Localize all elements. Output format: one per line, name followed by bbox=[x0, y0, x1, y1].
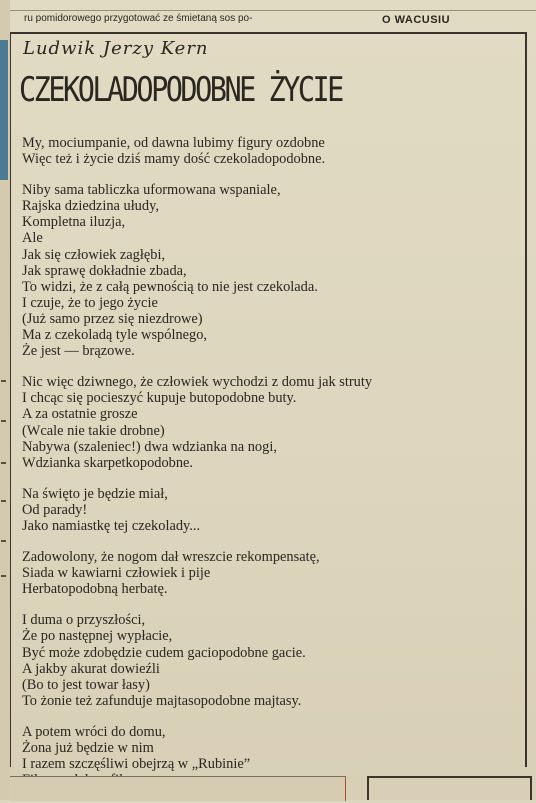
poem-line: Jak się człowiek zagłębi, bbox=[22, 246, 166, 263]
poem-stanza bbox=[22, 135, 522, 167]
poem-line: I razem szczęśliwi obejrzą w „Rubinie” bbox=[22, 756, 251, 773]
recipe-box bbox=[10, 776, 346, 801]
poem-line: (Już samo przez się niezdrowe) bbox=[22, 310, 203, 327]
poem-line: Jak sprawę dokładnie zbada, bbox=[22, 262, 187, 279]
poem-line: To widzi, że z całą pewnością to nie jest czekolada. bbox=[22, 278, 318, 295]
poem-line: Więc też i życie dziś mamy dość czekoladopodobne. bbox=[22, 151, 326, 168]
poem-line: Być może zdobędzie cudem gaciopodobne gacie. bbox=[22, 644, 306, 661]
poem-line: I czuje, że to jego życie bbox=[22, 294, 158, 311]
poem-line: Kompletna iluzja, bbox=[22, 214, 126, 231]
poem-line: Rajska dziedzina ułudy, bbox=[22, 198, 159, 215]
poem-stanza bbox=[22, 549, 522, 597]
poem-line: Żona już będzie w nim bbox=[22, 740, 154, 756]
poem-line: I duma o przyszłości, bbox=[22, 612, 146, 629]
poem-line: A potem wróci do domu, bbox=[22, 723, 166, 740]
bottom-strip bbox=[0, 768, 536, 800]
poem-stanza bbox=[22, 374, 522, 471]
poem-line: Jako namiastkę tej czekolady... bbox=[22, 517, 201, 534]
poem-line: Że jest — brązowe. bbox=[22, 343, 135, 360]
poem-line: Zadowolony, że nogom dał wreszcie rekompensatę, bbox=[22, 549, 320, 566]
poem-line: (Bo to jest towar łasy) bbox=[22, 676, 150, 693]
recipe-text: ru pomidorowego przygotować ze śmietaną sos po- bbox=[24, 13, 253, 24]
poem-line: A jakby akurat dowieźli bbox=[22, 660, 160, 677]
next-article-heading: O WACUSIU bbox=[382, 14, 451, 26]
poem-stanza bbox=[22, 486, 522, 534]
author-name: Ludwik Jerzy Kern bbox=[23, 38, 209, 59]
poem-line: To żonie też zafunduje majtasopodobne majtasy. bbox=[22, 692, 302, 709]
top-rule bbox=[10, 0, 536, 11]
poem-stanza bbox=[22, 182, 522, 359]
poem-line: Herbatopodobną herbatę. bbox=[22, 581, 168, 598]
poem-line: Niby sama tabliczka uformowana wspaniale, bbox=[22, 182, 281, 199]
next-article-box bbox=[367, 776, 532, 800]
poem-line: Na święto je będzie miał, bbox=[22, 485, 168, 502]
poem-title: CZEKOLADOPODOBNE ŻYCIE bbox=[19, 70, 342, 110]
poem-body bbox=[22, 135, 522, 803]
poem-line: Wdzianka skarpetkopodobne. bbox=[22, 454, 194, 471]
poem-line: Ale bbox=[22, 230, 43, 247]
poem-line: Że po następnej wypłacie, bbox=[22, 628, 173, 645]
poem-line: Nic więc dziwnego, że człowiek wychodzi z domu jak struty bbox=[22, 374, 373, 391]
poem-line: I chcąc się pocieszyć kupuje butopodobne buty. bbox=[22, 390, 297, 407]
poem-line: (Wcale nie takie drobne) bbox=[22, 422, 165, 439]
poem-stanza bbox=[22, 612, 522, 709]
poem-line: A za ostatnie grosze bbox=[22, 406, 138, 423]
poem-line: My, mociumpanie, od dawna lubimy figury ozdobne bbox=[22, 135, 325, 151]
poem-line: Od parady! bbox=[22, 501, 88, 518]
poem-line: Siada w kawiarni człowiek i pije bbox=[22, 565, 211, 582]
poem-line: Nabywa (szaleniec!) dwa wdzianka na nogi, bbox=[22, 438, 277, 455]
poem-line: Ma z czekoladą tyle wspólnego, bbox=[22, 327, 208, 344]
adjacent-column-color-strip bbox=[0, 40, 8, 180]
